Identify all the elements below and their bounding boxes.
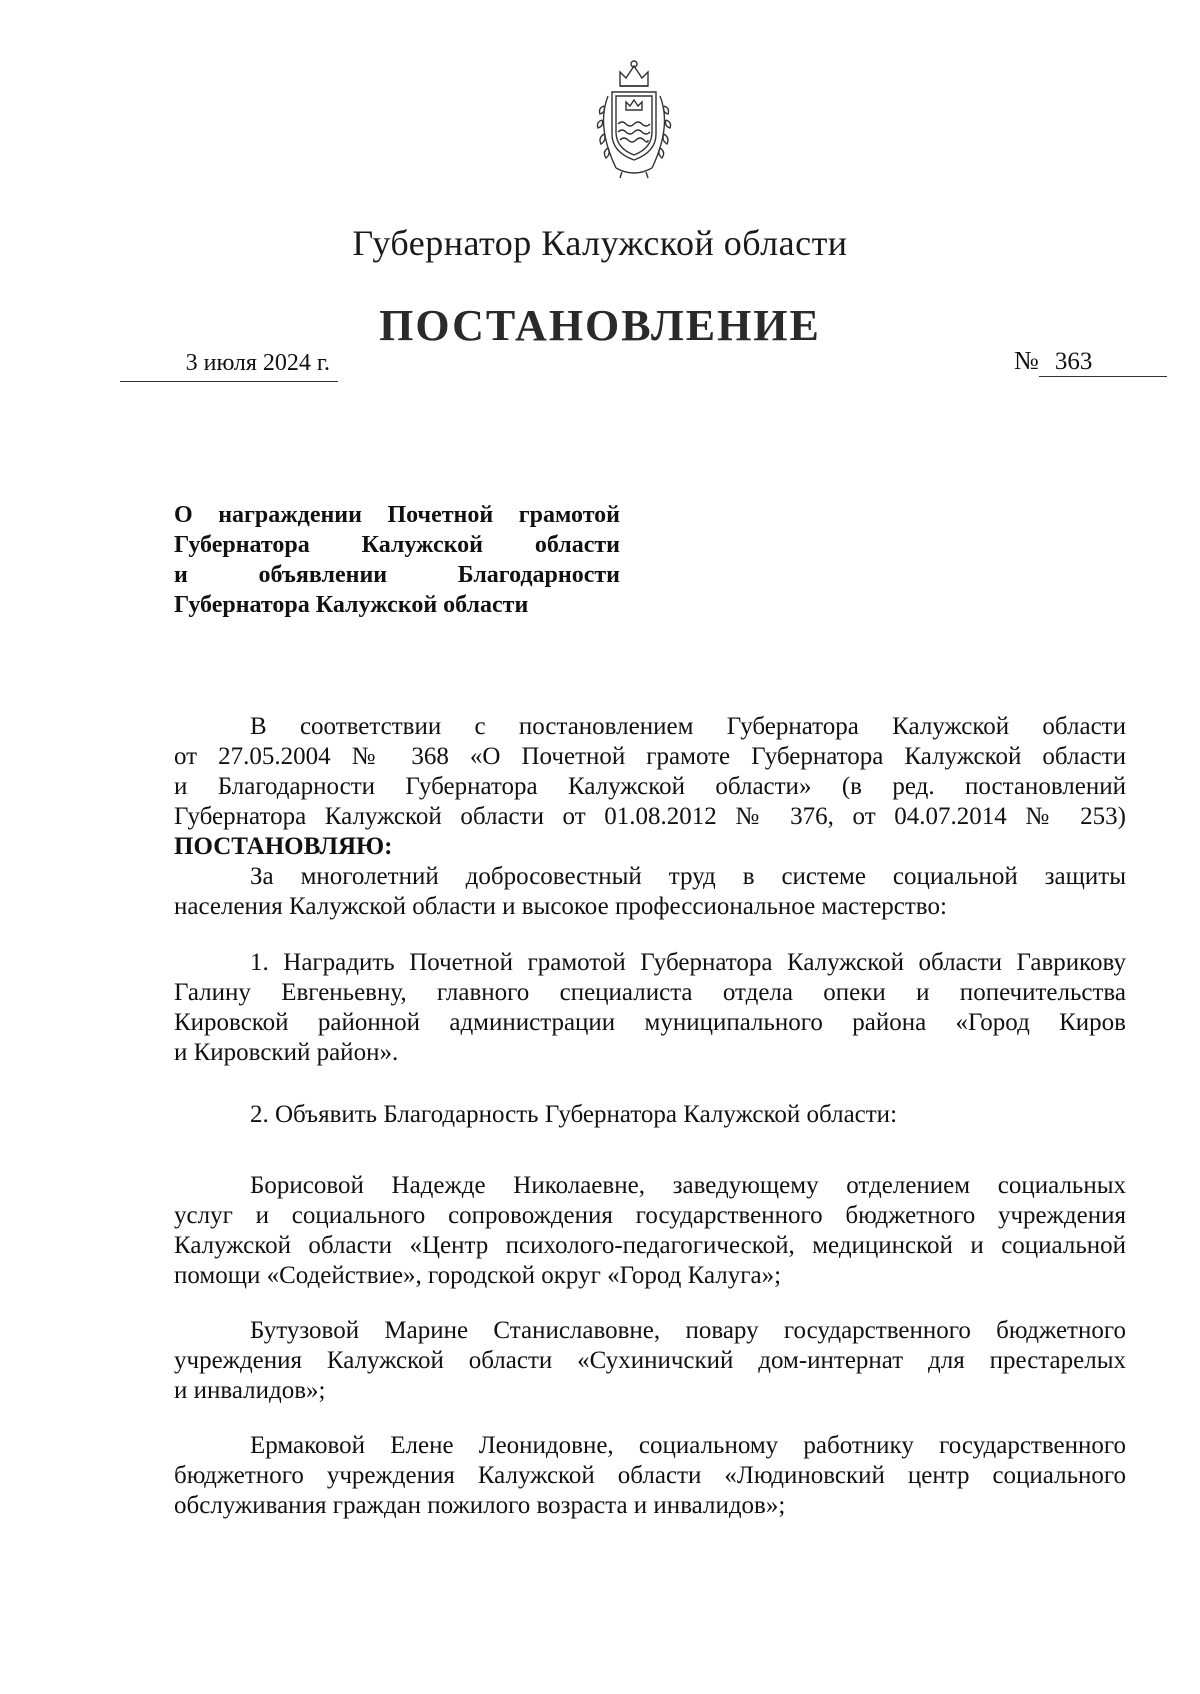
recipient-line: и инвалидов»; [174, 1377, 326, 1404]
number-label: № [1014, 346, 1039, 375]
item-1-line: Галину Евгеньевну, главного специалиста отдела опеки и попечительства [174, 979, 1126, 1006]
reason-line: населения Калужской области и высокое профессиональное мастерство: [174, 893, 947, 920]
recipient-line: учреждения Калужской области «Сухиничский дом-интернат для престарелых [174, 1347, 1126, 1374]
subject-line: Губернатора Калужской области [174, 592, 529, 618]
coat-of-arms-icon [586, 56, 682, 180]
reason-paragraph [174, 862, 1126, 922]
document-number [1014, 346, 1167, 377]
recipient-line: услуг и социального сопровождения государственного бюджетного учреждения [174, 1202, 1126, 1229]
recipient-line: Бутузовой Марине Станиславовне, повару государственного бюджетного [250, 1317, 1126, 1344]
document-date [120, 350, 338, 382]
recipient-line: Борисовой Надежде Николаевне, заведующему отделением социальных [250, 1172, 1126, 1199]
recipient-line: бюджетного учреждения Калужской области «Людиновский центр социального [174, 1462, 1126, 1489]
date-text: 3 июля 2024 г. [185, 350, 330, 376]
issuing-authority: Губернатор Калужской области [352, 223, 848, 263]
preamble-paragraph [174, 712, 1126, 862]
decree-word: ПОСТАНОВЛЯЮ: [174, 833, 393, 860]
number-value: 363 [1039, 348, 1167, 377]
preamble-line: Губернатора Калужской области от 01.08.2012 № 376, от 04.07.2014 № 253) [174, 803, 1126, 830]
recipient-line: Ермаковой Елене Леонидовне, социальному работнику государственного [250, 1432, 1126, 1459]
subject-line: О награждении Почетной грамотой [174, 502, 620, 528]
item-2-heading-text: 2. Объявить Благодарность Губернатора Калужской области: [250, 1101, 898, 1128]
recipient-line: Калужской области «Центр психолого-педагогической, медицинской и социальной [174, 1232, 1126, 1259]
document-type-title: ПОСТАНОВЛЕНИЕ [379, 301, 821, 350]
recipient-line: помощи «Содействие», городской округ «Город Калуга»; [174, 1262, 782, 1289]
item-1-paragraph [174, 948, 1126, 1068]
recipient-paragraph [174, 1171, 1126, 1291]
preamble-line: В соответствии с постановлением Губернатора Калужской области [250, 713, 1126, 740]
item-1-line: 1. Наградить Почетной грамотой Губернатора Калужской области Гаврикову [250, 949, 1126, 976]
preamble-line: и Благодарности Губернатора Калужской области» (в ред. постановлений [174, 773, 1126, 800]
subject-line: Губернатора Калужской области [174, 532, 620, 558]
recipient-paragraph [174, 1316, 1126, 1406]
recipient-line: обслуживания граждан пожилого возраста и инвалидов»; [174, 1492, 786, 1519]
item-2-heading [174, 1100, 1126, 1130]
document-subject [174, 500, 620, 620]
subject-line: и объявлении Благодарности [174, 562, 620, 588]
item-1-line: и Кировский район». [174, 1039, 399, 1066]
reason-line: За многолетний добросовестный труд в системе социальной защиты [250, 863, 1126, 890]
item-1-line: Кировской районной администрации муниципального района «Город Киров [174, 1009, 1126, 1036]
recipient-paragraph [174, 1431, 1126, 1521]
preamble-line: от 27.05.2004 № 368 «О Почетной грамоте Губернатора Калужской области [174, 743, 1126, 770]
